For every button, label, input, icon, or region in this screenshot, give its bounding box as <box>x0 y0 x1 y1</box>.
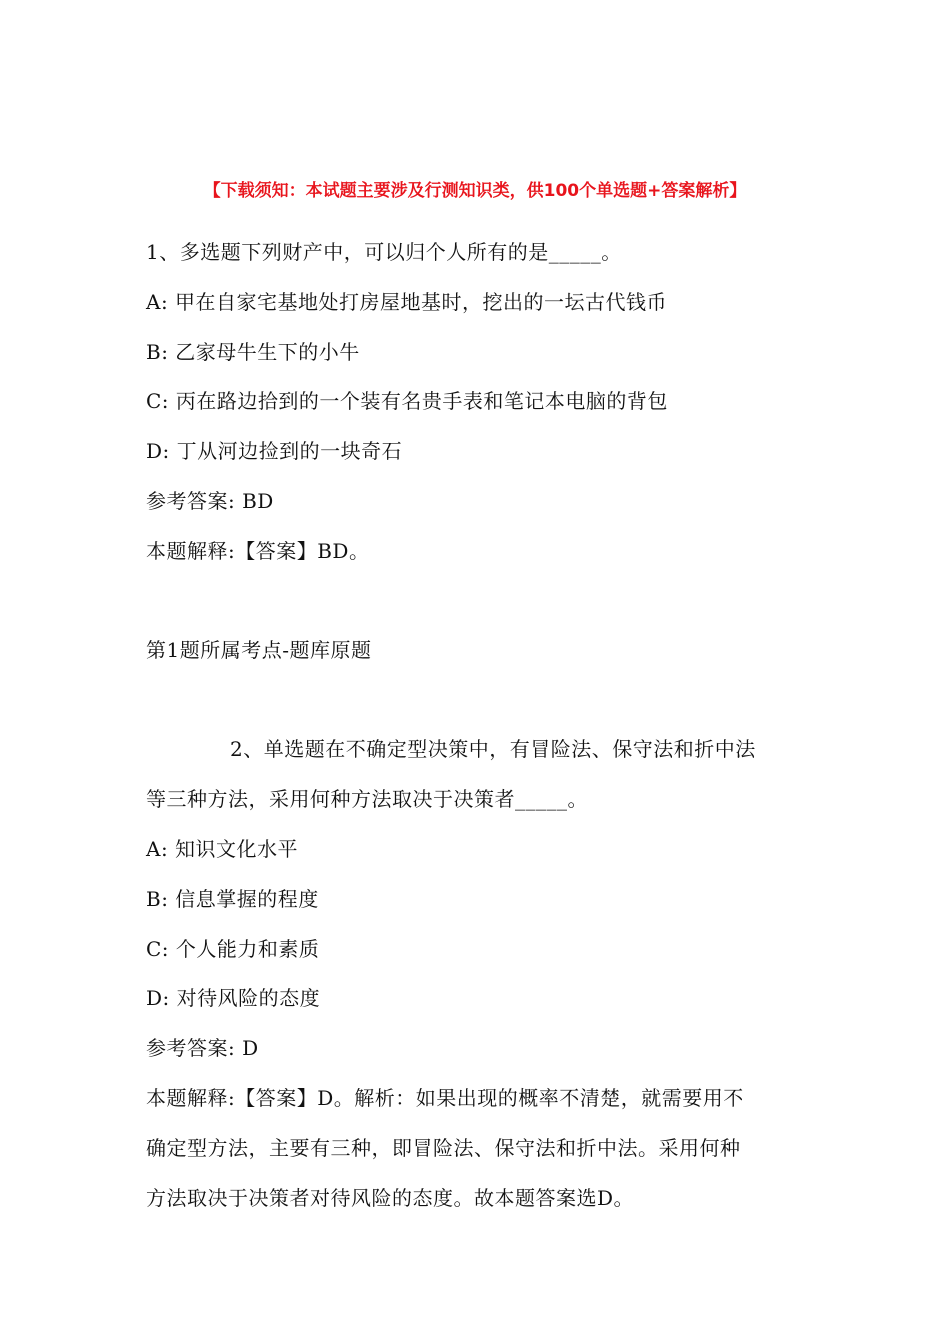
question-2-explanation-line-3: 方法取决于决策者对待风险的态度。故本题答案选D。 <box>146 1186 635 1210</box>
question-2-answer: 参考答案: D <box>146 1036 259 1060</box>
question-2-stem-line-1: 2、单选题在不确定型决策中，有冒险法、保守法和折中法 <box>230 737 756 761</box>
download-notice: 【下载须知：本试题主要涉及行测知识类，供100个单选题+答案解析】 <box>203 181 747 201</box>
question-2-explanation-line-1: 本题解释:【答案】D。解析：如果出现的概率不清楚，就需要用不 <box>146 1086 744 1110</box>
question-1-option-a: A: 甲在自家宅基地处打房屋地基时，挖出的一坛古代钱币 <box>146 290 668 314</box>
question-2-stem-line-2: 等三种方法，采用何种方法取决于决策者_____。 <box>146 787 588 811</box>
question-1-option-d: D: 丁从河边捡到的一块奇石 <box>146 439 403 463</box>
question-1-explanation: 本题解释:【答案】BD。 <box>146 539 370 563</box>
question-1-topic: 第1题所属考点-题库原题 <box>146 638 372 662</box>
question-2-explanation-line-2: 确定型方法，主要有三种，即冒险法、保守法和折中法。采用何种 <box>146 1136 741 1160</box>
question-2-option-d: D: 对待风险的态度 <box>146 986 321 1010</box>
question-2-option-b: B: 信息掌握的程度 <box>146 887 319 911</box>
question-2-option-c: C: 个人能力和素质 <box>146 937 320 961</box>
question-2-option-a: A: 知识文化水平 <box>146 837 299 861</box>
question-1-stem: 1、多选题下列财产中，可以归个人所有的是_____。 <box>146 240 622 264</box>
question-1-answer: 参考答案: BD <box>146 489 274 513</box>
question-1-option-b: B: 乙家母牛生下的小牛 <box>146 340 360 364</box>
question-1-option-c: C: 丙在路边拾到的一个装有名贵手表和笔记本电脑的背包 <box>146 389 668 413</box>
